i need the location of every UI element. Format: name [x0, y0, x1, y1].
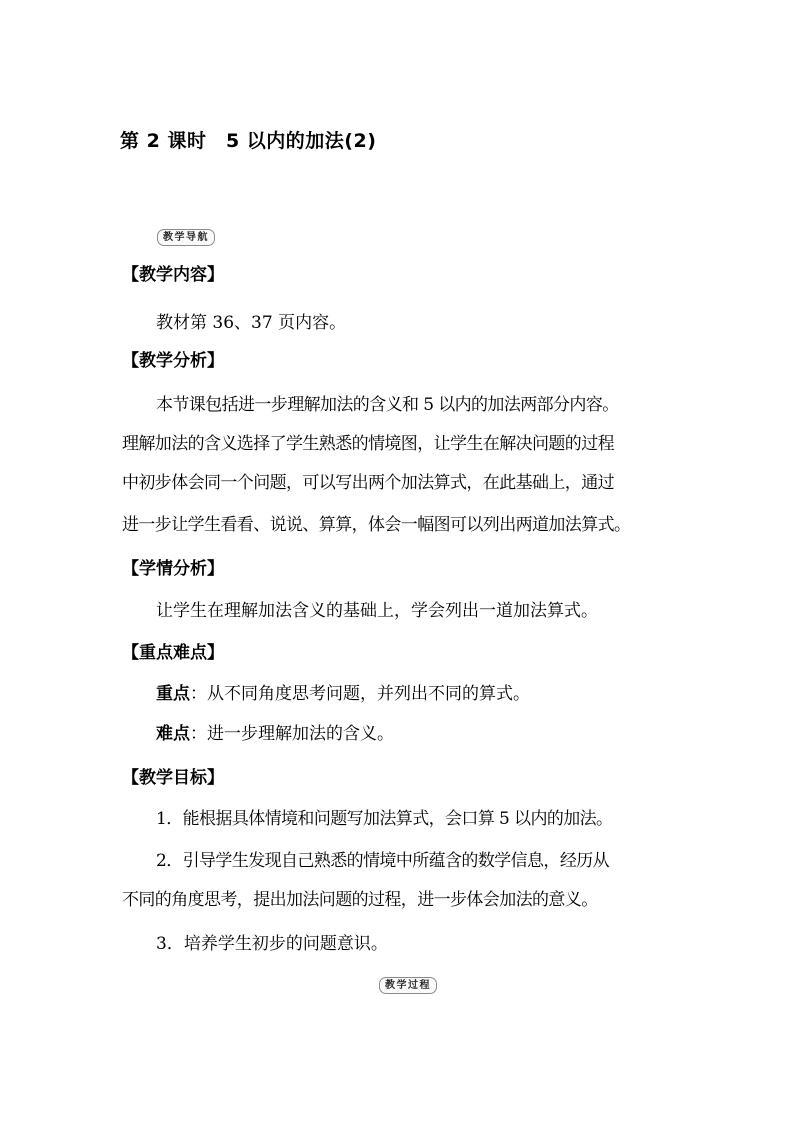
key-point-text: ：从不同角度思考问题，并列出不同的算式。: [190, 684, 530, 704]
content-text: 教材第 36、37 页内容。: [156, 313, 347, 333]
key-point-label: 重点: [156, 684, 190, 704]
goal-item-continued: 不同的角度思考，提出加法问题的过程，进一步体会加法的意义。: [122, 890, 598, 910]
key-points-heading: 【重点难点】: [122, 643, 224, 663]
analysis-line: 本节课包括进一步理解加法的含义和 5 以内的加法两部分内容。: [156, 395, 619, 415]
goal-item: 3．培养学生初步的问题意识。: [156, 934, 388, 954]
goal-item: 2．引导学生发现自己熟悉的情境中所蕴含的数学信息，经历从: [156, 851, 610, 871]
teaching-process-badge: 教学过程: [379, 977, 437, 994]
analysis-line: 中初步体会同一个问题，可以写出两个加法算式，在此基础上，通过: [122, 473, 614, 493]
goals-heading: 【教学目标】: [122, 768, 224, 788]
key-point-line: [122, 681, 716, 707]
analysis-line: 理解加法的含义选择了学生熟悉的情境图，让学生在解决问题的过程: [122, 434, 614, 454]
difficult-point-line: [122, 721, 716, 747]
content-heading: 【教学内容】: [122, 265, 224, 285]
student-analysis-heading: 【学情分析】: [122, 559, 224, 579]
difficult-point-label: 难点: [156, 724, 190, 744]
analysis-heading: 【教学分析】: [122, 351, 224, 371]
page-title: 第 2 课时 5 以内的加法(2): [120, 130, 377, 152]
student-analysis-text: 让学生在理解加法含义的基础上，学会列出一道加法算式。: [156, 601, 598, 621]
goal-item: 1．能根据具体情境和问题写加法算式，会口算 5 以内的加法。: [156, 809, 613, 829]
analysis-line: 进一步让学生看看、说说、算算，体会一幅图可以列出两道加法算式。: [122, 515, 631, 535]
difficult-point-text: ：进一步理解加法的含义。: [190, 724, 394, 744]
teaching-navigation-badge: 教学导航: [157, 229, 215, 246]
